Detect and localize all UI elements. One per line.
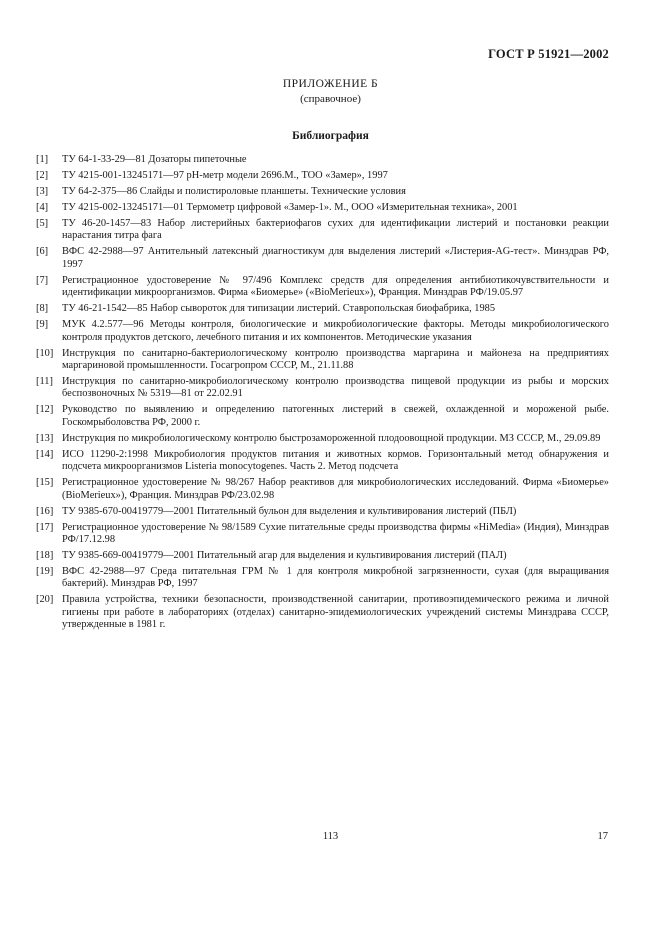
bibliography-item-number: [5] xyxy=(36,218,49,229)
bibliography-item-text: МУК 4.2.577—96 Методы контроля, биологические и микробиологические факторы. Методы микробиологического контроля продуктов детского, лечебного питания и их компонентов. Методические указания xyxy=(62,319,609,343)
bibliography-item-number: [8] xyxy=(36,303,49,315)
bibliography-item-text: ВФС 42-2988—97 Среда питательная ГРМ № 1 для контроля микробной загрязненности, сухая (для выращивания бактерий). Минздрав РФ, 1997 xyxy=(62,566,609,590)
bibliography-item-text: ВФС 42-2988—97 Антительный латексный диагностикум для выделения листерий «Листерия-AG-тест». Минздрав РФ, 1997 xyxy=(62,246,609,270)
bibliography-item-text: Инструкция по санитарно-бактериологическому контролю производства маргарина и майонеза на предприятиях маргариновой промышленности. Госагропром СССР, М., 21.11.88 xyxy=(62,347,609,372)
bibliography-item xyxy=(36,202,609,214)
bibliography-item-number: [13] xyxy=(36,432,54,444)
bibliography-item-text: Инструкция по санитарно-микробиологическому контролю производства пищевой продукции из рыбы и морских беспозвоночных № 5319—81 от 22.02.91 xyxy=(62,376,609,400)
bibliography-item xyxy=(36,376,609,401)
bibliography-item-text: ТУ 64-2-375—86 Слайды и полистироловые планшеты. Технические условия xyxy=(62,186,406,197)
page-number-right: 17 xyxy=(597,831,608,842)
bibliography-item xyxy=(36,594,609,631)
bibliography-item-number: [12] xyxy=(36,404,54,416)
bibliography-item xyxy=(36,348,609,373)
bibliography-item-text: Инструкция по микробиологическому контролю быстрозамороженной плодоовощной продукции. МЗ СССР, М., 29.09.89 xyxy=(62,432,601,444)
bibliography-item-text: ТУ 4215-001-13245171—97 pH-метр модели 2696.М., ТОО «Замер», 1997 xyxy=(62,170,388,181)
appendix-title: ПРИЛОЖЕНИЕ Б xyxy=(282,78,379,90)
bibliography-item-number: [10] xyxy=(36,347,54,359)
bibliography-item xyxy=(36,246,609,271)
bibliography-item-text: Регистрационное удостоверение № 97/496 Комплекс средств для определения антибиотикочувствительности и идентификации микроорганизмов. Фирма «Биомерье» («BioMerieux»), Франция. Минздрав РФ/19.05.97 xyxy=(62,274,609,299)
bibliography-item-number: [16] xyxy=(36,505,54,517)
bibliography-item-number: [11] xyxy=(36,376,53,388)
bibliography-item xyxy=(36,433,609,445)
bibliography-item-number: [2] xyxy=(36,170,49,181)
bibliography-item xyxy=(36,477,609,502)
bibliography-item-number: [7] xyxy=(36,274,49,286)
bibliography-list xyxy=(36,154,609,635)
bibliography-item xyxy=(36,319,609,344)
bibliography-item xyxy=(36,154,609,166)
bibliography-item xyxy=(36,404,609,429)
bibliography-item-number: [17] xyxy=(36,521,54,533)
bibliography-item-number: [20] xyxy=(36,594,54,606)
bibliography-item-number: [18] xyxy=(36,550,54,562)
bibliography-item-text: ТУ 46-20-1457—83 Набор листерийных бактериофагов сухих для идентификации листерий и постановки реакции нарастания титра фага xyxy=(62,218,609,242)
bibliography-item xyxy=(36,275,609,300)
bibliography-item-number: [14] xyxy=(36,448,54,460)
bibliography-item xyxy=(36,550,609,562)
bibliography-item-number: [1] xyxy=(36,154,49,165)
bibliography-item xyxy=(36,566,609,591)
bibliography-item xyxy=(36,303,609,315)
bibliography-item-number: [15] xyxy=(36,477,54,489)
bibliography-item-number: [4] xyxy=(36,202,49,213)
bibliography-item-text: Правила устройства, техники безопасности, производственной санитарии, противоэпидемического режима и личной гигиены при работе в лабораториях (отделах) санитарно-эпидемиологических учреждений системы Минздрава СССР, утвержденные в 1981 г. xyxy=(62,594,609,631)
bibliography-item-number: [19] xyxy=(36,566,54,578)
bibliography-item-number: [3] xyxy=(36,186,49,197)
bibliography-item-text: Регистрационное удостоверение № 98/267 Набор реактивов для микробиологических исследований. Фирма «Биомерье» (BioMerieux»), Франция. Минздрав РФ/23.02.98 xyxy=(62,477,609,501)
bibliography-item-text: ТУ 64-1-33-29—81 Дозаторы пипеточные xyxy=(62,154,247,165)
bibliography-item-text: ТУ 4215-002-13245171—01 Термометр цифровой «Замер-1». М., ООО «Измерительная техника», 2001 xyxy=(62,202,518,213)
bibliography-item xyxy=(36,170,609,182)
bibliography-item-text: ТУ 9385-669-00419779—2001 Питательный агар для выделения и культивирования листерий (ПАЛ) xyxy=(62,550,507,562)
bibliography-item xyxy=(36,186,609,198)
page-number-center: 113 xyxy=(322,831,339,842)
bibliography-item-text: ИСО 11290-2:1998 Микробиология продуктов питания и животных кормов. Горизонтальный метод обнаружения и подсчета микроорганизмов Listeria monocytogenes. Часть 2. Метод подсчета xyxy=(62,448,609,473)
bibliography-item xyxy=(36,449,609,474)
bibliography-title: Библиография xyxy=(292,130,369,142)
bibliography-item xyxy=(36,506,609,518)
bibliography-item-number: [9] xyxy=(36,319,49,331)
bibliography-item xyxy=(36,218,609,243)
bibliography-item-text: ТУ 46-21-1542—85 Набор сывороток для типизации листерий. Ставропольская биофабрика, 1985 xyxy=(62,303,496,315)
standard-code: ГОСТ Р 51921—2002 xyxy=(488,47,609,61)
bibliography-item-number: [6] xyxy=(36,246,49,258)
bibliography-item-text: Руководство по выявлению и определению патогенных листерий в свежей, охлажденной и мороженой рыбе. Госкомрыболовства РФ, 2000 г. xyxy=(62,404,609,428)
bibliography-item-text: ТУ 9385-670-00419779—2001 Питательный бульон для выделения и культивирования листерий (ПБЛ) xyxy=(62,505,517,517)
bibliography-item xyxy=(36,522,609,547)
appendix-note: (справочное) xyxy=(300,93,361,105)
bibliography-item-text: Регистрационное удостоверение № 98/1589 Сухие питательные среды производства фирмы «HiMedia» (Индия), Минздрав РФ/17.12.98 xyxy=(62,521,609,546)
